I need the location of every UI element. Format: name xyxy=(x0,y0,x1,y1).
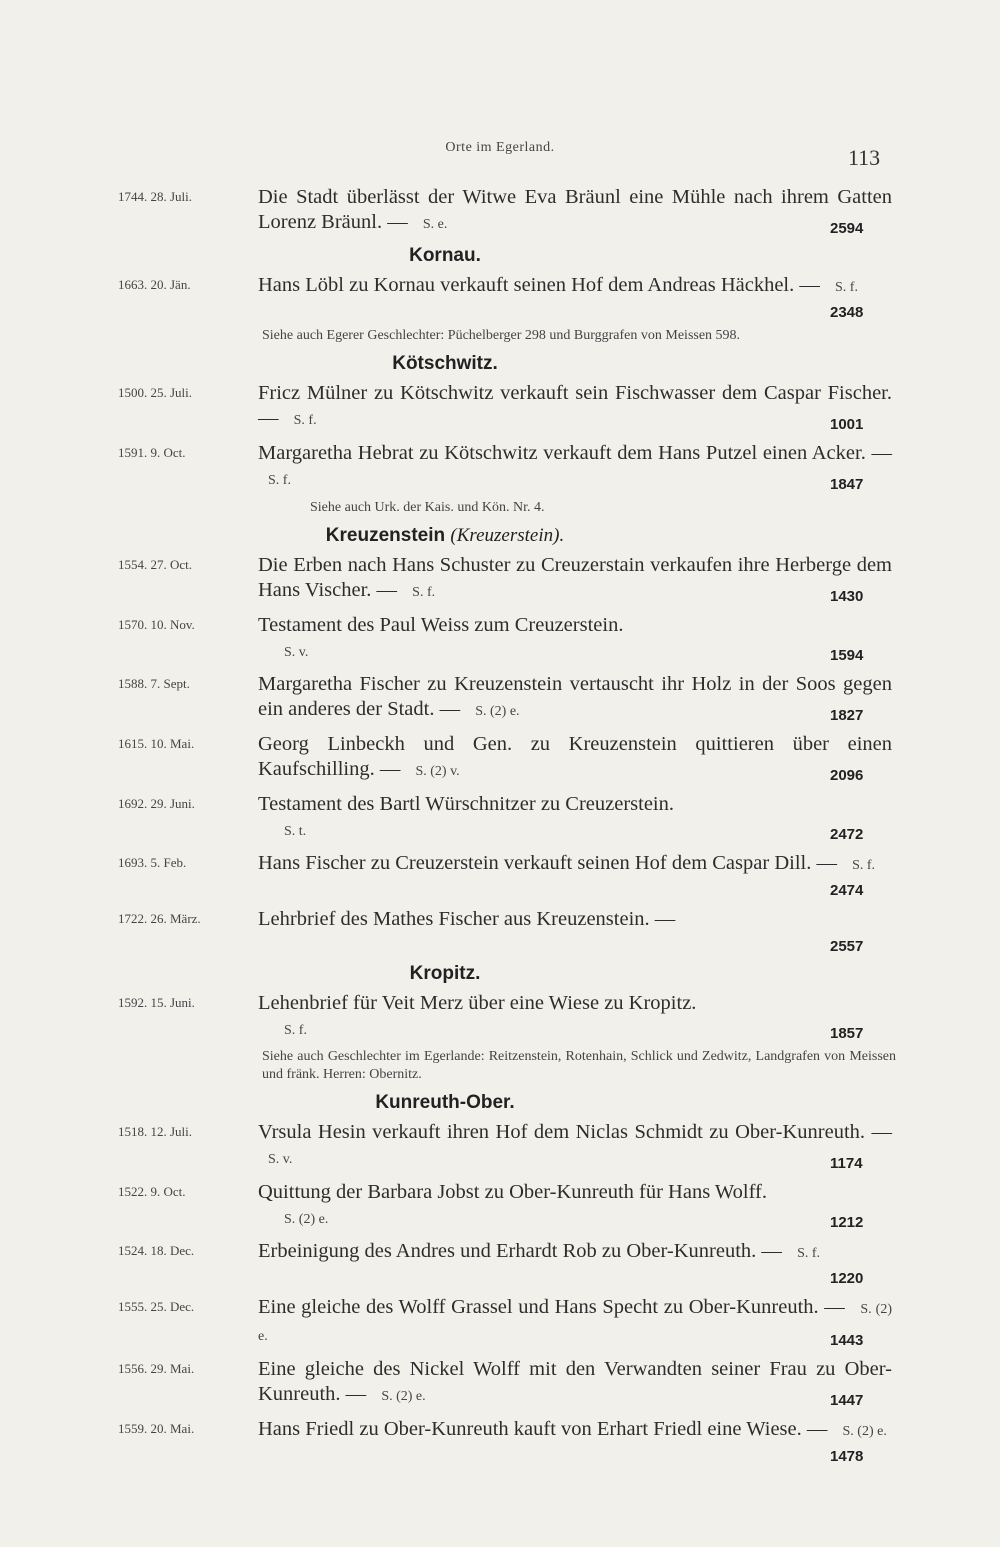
entry-number: 2474 xyxy=(830,882,864,899)
document-entry xyxy=(0,553,1000,605)
cross-reference-note: Siehe auch Geschlechter im Egerlande: Reitzenstein, Rotenhain, Schlick und Zedwitz, Landgrafen von Meissen und fränk. Herren: Obernitz. xyxy=(262,1049,896,1082)
entry-seal: S. f. xyxy=(268,473,291,488)
entry-number: 1594 xyxy=(830,647,864,664)
entry-date: 1524. 18. Dec. xyxy=(118,1243,195,1258)
entry-seal: S. (2) e. xyxy=(842,1424,887,1439)
entry-text: Hans Löbl zu Kornau verkauft seinen Hof dem Andreas Häckhel. — xyxy=(258,274,820,296)
entry-date: 1518. 12. Juli. xyxy=(118,1124,193,1139)
entry-text: Margaretha Hebrat zu Kötschwitz verkauft dem Hans Putzel einen Acker. — xyxy=(258,442,892,464)
entry-seal: S. (2) e. xyxy=(258,1302,892,1344)
entry-date: 1615. 10. Mai. xyxy=(118,736,195,751)
entry-text: Margaretha Fischer zu Kreuzenstein vertauscht ihr Holz in der Soos gegen ein anderes der Stadt. — xyxy=(258,673,892,720)
entry-seal: S. f. xyxy=(797,1246,821,1261)
document-entry xyxy=(0,273,1000,321)
section-heading-text: Kötschwitz. xyxy=(392,353,498,374)
cross-reference-note: Siehe auch Egerer Geschlechter: Püchelberger 298 und Burggrafen von Meissen 598. xyxy=(262,328,741,343)
entry-number: 2472 xyxy=(830,826,864,843)
entry-seal: S. (2) e. xyxy=(475,704,520,719)
entry-number: 1827 xyxy=(830,707,864,724)
entry-text-block xyxy=(258,851,892,878)
section-heading-text: Kornau. xyxy=(409,245,481,266)
entry-text-block xyxy=(258,1417,892,1444)
section-heading xyxy=(0,525,1000,547)
entry-date: 1588. 7. Sept. xyxy=(118,676,190,691)
section-heading xyxy=(0,353,1000,375)
entry-text-block xyxy=(258,1357,892,1409)
entry-seal: S. f. xyxy=(293,413,317,428)
document-entry xyxy=(0,185,1000,237)
entry-text-block xyxy=(258,1239,892,1266)
entry-seal: S. f. xyxy=(835,280,858,295)
entry-text: Lehrbrief des Mathes Fischer aus Kreuzenstein. — xyxy=(258,908,676,930)
entry-number: 1430 xyxy=(830,588,864,605)
entry-text-block xyxy=(258,792,892,817)
entry-seal: S. (2) v. xyxy=(415,764,460,779)
entry-text-block xyxy=(258,1295,892,1349)
entry-date: 1554. 27. Oct. xyxy=(118,557,193,572)
entry-text-block xyxy=(258,1120,892,1172)
entry-number: 1212 xyxy=(830,1214,864,1231)
entry-seal-line xyxy=(258,932,892,936)
entry-text-block xyxy=(258,613,892,638)
document-entry xyxy=(0,1357,1000,1409)
entry-number: 1174 xyxy=(830,1155,863,1172)
entry-text: Hans Friedl zu Ober-Kunreuth kauft von Erhart Friedl eine Wiese. — xyxy=(258,1418,828,1440)
entry-seal: S. (2) e. xyxy=(381,1389,426,1404)
entry-text-block xyxy=(258,553,892,605)
entry-text: Eine gleiche des Nickel Wolff mit den Verwandten seiner Frau zu Ober-Kunreuth. — xyxy=(258,1358,892,1405)
entry-date: 1500. 25. Juli. xyxy=(118,385,193,400)
entry-number: 1847 xyxy=(830,476,864,493)
running-title: Orte im Egerland. xyxy=(445,140,555,155)
section-heading xyxy=(0,963,1000,985)
entry-date: 1556. 29. Mai. xyxy=(118,1361,195,1376)
entry-number: 2557 xyxy=(830,938,864,955)
entry-text: Vrsula Hesin verkauft ihren Hof dem Niclas Schmidt zu Ober-Kunreuth. — xyxy=(258,1121,892,1143)
entry-text: Testament des Paul Weiss zum Creuzerstein. xyxy=(258,614,624,636)
section-heading xyxy=(0,1092,1000,1114)
document-entry xyxy=(0,1239,1000,1287)
entry-text: Testament des Bartl Würschnitzer zu Creuzerstein. xyxy=(258,793,675,815)
entry-text: Lehenbrief für Veit Merz über eine Wiese zu Kropitz. xyxy=(258,992,697,1014)
entry-text: Quittung der Barbara Jobst zu Ober-Kunreuth für Hans Wolff. xyxy=(258,1181,767,1203)
entry-seal-line xyxy=(258,1205,892,1231)
entry-text: Die Stadt überlässt der Witwe Eva Bräunl eine Mühle nach ihrem Gatten Lorenz Bräunl. — xyxy=(258,186,892,233)
page-content xyxy=(0,185,1000,1473)
document-entry xyxy=(0,1180,1000,1231)
entry-date: 1722. 26. März. xyxy=(118,911,201,926)
section-heading-text: Kropitz. xyxy=(409,963,481,984)
entry-date: 1692. 29. Juni. xyxy=(118,796,195,811)
entry-text-block xyxy=(258,991,892,1016)
entry-seal: S. f. xyxy=(284,1023,307,1038)
entry-seal-line xyxy=(258,817,892,843)
entry-number: 2348 xyxy=(830,304,864,321)
document-entry xyxy=(0,672,1000,724)
entry-date: 1592. 15. Juni. xyxy=(118,995,195,1010)
entry-text: Hans Fischer zu Creuzerstein verkauft seinen Hof dem Caspar Dill. — xyxy=(258,852,837,874)
entry-number: 1857 xyxy=(830,1025,864,1042)
document-entry xyxy=(0,732,1000,784)
entry-seal-line xyxy=(258,638,892,664)
entry-date: 1693. 5. Feb. xyxy=(118,855,187,870)
entry-seal-line xyxy=(258,1016,892,1042)
entry-text: Eine gleiche des Wolff Grassel und Hans Specht zu Ober-Kunreuth. — xyxy=(258,1296,845,1318)
entry-date: 1744. 28. Juli. xyxy=(118,189,193,204)
entry-seal: S. (2) e. xyxy=(284,1212,329,1227)
entry-number: 2096 xyxy=(830,767,864,784)
entry-date: 1559. 20. Mai. xyxy=(118,1421,195,1436)
section-heading-text: Kreuzenstein xyxy=(325,525,446,546)
entry-text-block xyxy=(258,381,892,433)
entry-text: Georg Linbeckh und Gen. zu Kreuzenstein quittieren über einen Kaufschilling. — xyxy=(258,733,892,780)
document-entry xyxy=(0,907,1000,955)
entry-date: 1663. 20. Jän. xyxy=(118,277,191,292)
entry-text: Die Erben nach Hans Schuster zu Creuzerstain verkaufen ihre Herberge dem Hans Vischer. — xyxy=(258,554,892,601)
document-entry xyxy=(0,1417,1000,1465)
document-entry xyxy=(0,851,1000,899)
entry-number: 1447 xyxy=(830,1392,864,1409)
entry-text: Erbeinigung des Andres und Erhardt Rob zu Ober-Kunreuth. — xyxy=(258,1240,782,1262)
entry-seal: S. v. xyxy=(268,1152,293,1167)
document-entry xyxy=(0,1295,1000,1349)
entry-text-block xyxy=(258,732,892,784)
entry-seal: S. v. xyxy=(284,645,309,660)
entry-seal: S. f. xyxy=(852,858,876,873)
section-heading-alt: (Kreuzerstein). xyxy=(450,525,565,546)
entry-seal: S. f. xyxy=(412,585,436,600)
entry-number: 1478 xyxy=(830,1448,864,1465)
cross-reference-note: Siehe auch Urk. der Kais. und Kön. Nr. 4. xyxy=(310,500,545,515)
page-number: 113 xyxy=(848,145,881,170)
document-entry xyxy=(0,1120,1000,1172)
entry-seal: S. e. xyxy=(422,217,448,232)
entry-text: Fricz Mülner zu Kötschwitz verkauft sein Fischwasser dem Caspar Fischer. — xyxy=(258,382,892,429)
document-entry xyxy=(0,991,1000,1042)
section-heading-text: Kunreuth-Ober. xyxy=(375,1092,515,1113)
entry-text-block xyxy=(258,672,892,724)
entry-text-block xyxy=(258,185,892,237)
entry-seal: S. t. xyxy=(284,824,307,839)
section-heading xyxy=(0,245,1000,267)
entry-date: 1522. 9. Oct. xyxy=(118,1184,186,1199)
document-entry xyxy=(0,792,1000,843)
entry-text-block xyxy=(258,441,892,493)
entry-number: 1001 xyxy=(830,416,864,433)
entry-number: 1220 xyxy=(830,1270,864,1287)
entry-date: 1591. 9. Oct. xyxy=(118,445,186,460)
document-entry xyxy=(0,441,1000,493)
entry-date: 1570. 10. Nov. xyxy=(118,617,195,632)
entry-text-block xyxy=(258,273,892,300)
entry-number: 2594 xyxy=(830,220,864,237)
entry-text-block xyxy=(258,1180,892,1205)
entry-text-block xyxy=(258,907,892,932)
document-entry xyxy=(0,381,1000,433)
entry-date: 1555. 25. Dec. xyxy=(118,1299,195,1314)
entry-number: 1443 xyxy=(830,1332,864,1349)
document-entry xyxy=(0,613,1000,664)
